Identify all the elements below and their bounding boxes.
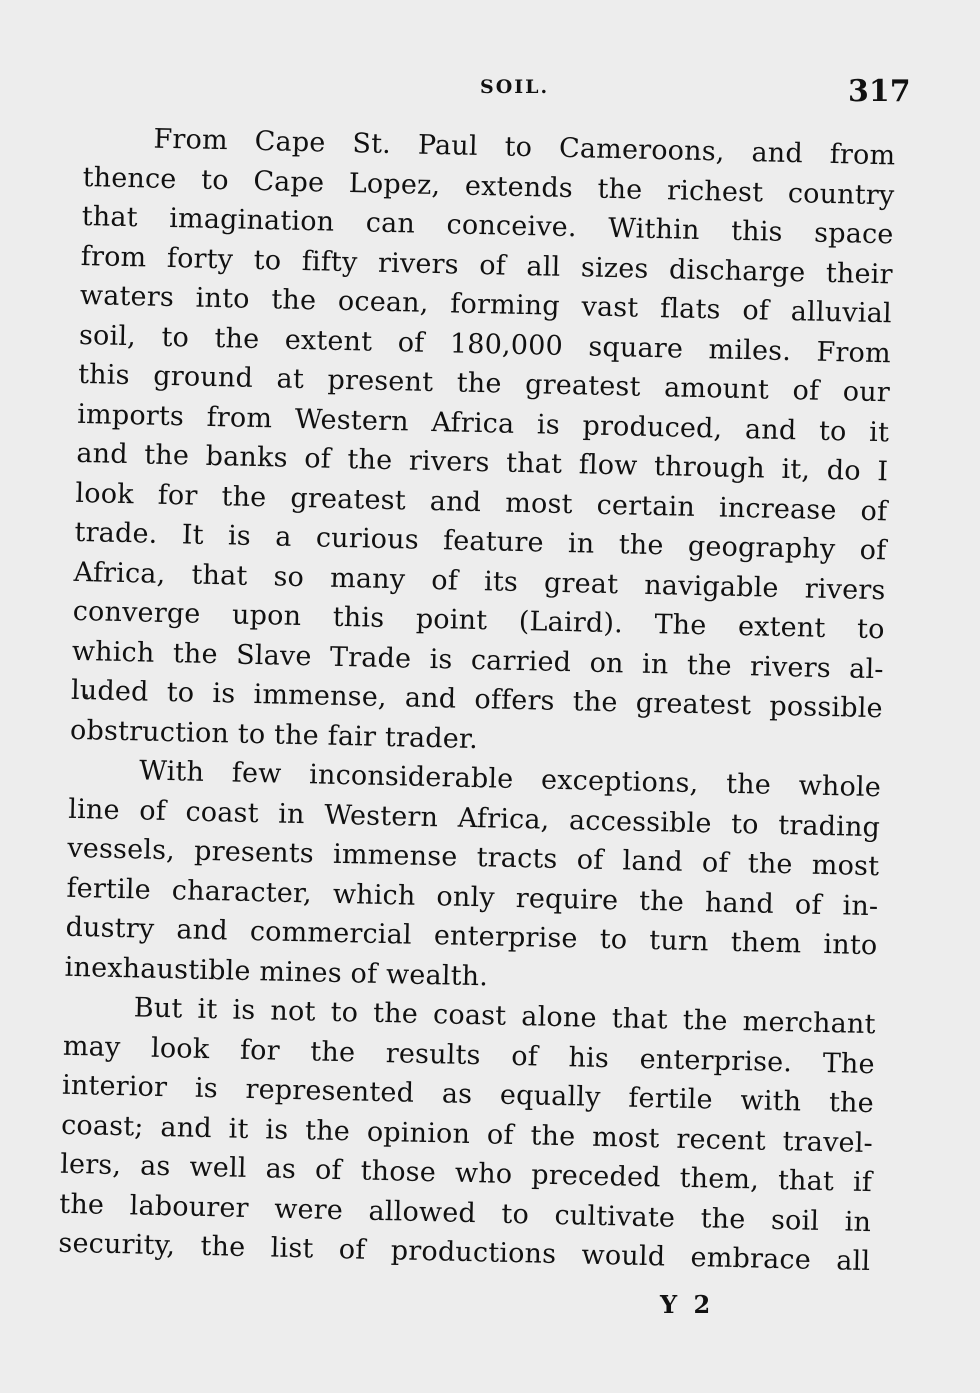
text-line: from forty to fifty rivers of all sizes discharge their <box>80 240 894 290</box>
text-line: and the banks of the rivers that flow through it, do I <box>76 437 889 488</box>
text-line: interior is represented as equally fertile with the <box>61 1069 875 1120</box>
running-head: SOIL. <box>480 76 550 98</box>
text-line: soil, to the extent of 180,000 square miles. From <box>78 319 892 369</box>
page-number: 317 <box>848 74 911 109</box>
paragraph-3 <box>58 987 876 1282</box>
text-line: this ground at present the greatest amount of our <box>77 358 891 409</box>
paragraph-2 <box>64 750 881 1005</box>
text-line: lers, as well as of those who preceded them, that if <box>59 1148 873 1199</box>
text-line: the labourer were allowed to cultivate the soil in <box>59 1188 872 1238</box>
text-line: coast; and it is the opinion of the most recent travel- <box>60 1109 874 1159</box>
text-line: imports from Western Africa is produced, and to it <box>76 398 890 448</box>
text-line: may look for the results of his enterprise. The <box>62 1030 876 1080</box>
text-line: inexhaustible mines of wealth. <box>64 951 489 992</box>
text-line: vessels, presents immense tracts of land of the most <box>67 832 880 883</box>
text-line: that imagination can conceive. Within this space <box>81 200 894 251</box>
text-line: waters into the ocean, forming vast flats of alluvial <box>79 279 893 330</box>
paragraph-1 <box>70 118 896 768</box>
text-line: thence to Cape Lopez, extends the richest country <box>82 161 895 211</box>
text-line: But it is not to the coast alone that the merchant <box>133 992 876 1041</box>
text-line: Africa, that so many of its great navigable rivers <box>73 556 886 606</box>
text-line: which the Slave Trade is carried on in the rivers al- <box>71 635 885 685</box>
text-line: luded to is immense, and offers the greatest possible <box>70 674 884 725</box>
signature-mark: Y 2 <box>660 1290 715 1319</box>
text-line: From Cape St. Paul to Cameroons, and from <box>153 123 896 172</box>
text-line: obstruction to the fair trader. <box>69 714 479 755</box>
text-line: dustry and commercial enterprise to turn them into <box>65 911 878 962</box>
text-line: fertile character, which only require the hand of in- <box>66 872 879 922</box>
text-line: look for the greatest and most certain increase of <box>75 477 888 527</box>
text-line: converge upon this point (Laird). The extent to <box>72 595 885 646</box>
page-header <box>0 70 980 110</box>
text-line: security, the list of productions would embrace all <box>58 1227 871 1278</box>
text-line: trade. It is a curious feature in the geography of <box>74 516 887 567</box>
body-text <box>58 118 896 1282</box>
text-line: line of coast in Western Africa, accessible to trading <box>67 793 881 843</box>
text-line: With few inconsiderable exceptions, the whole <box>138 755 882 804</box>
